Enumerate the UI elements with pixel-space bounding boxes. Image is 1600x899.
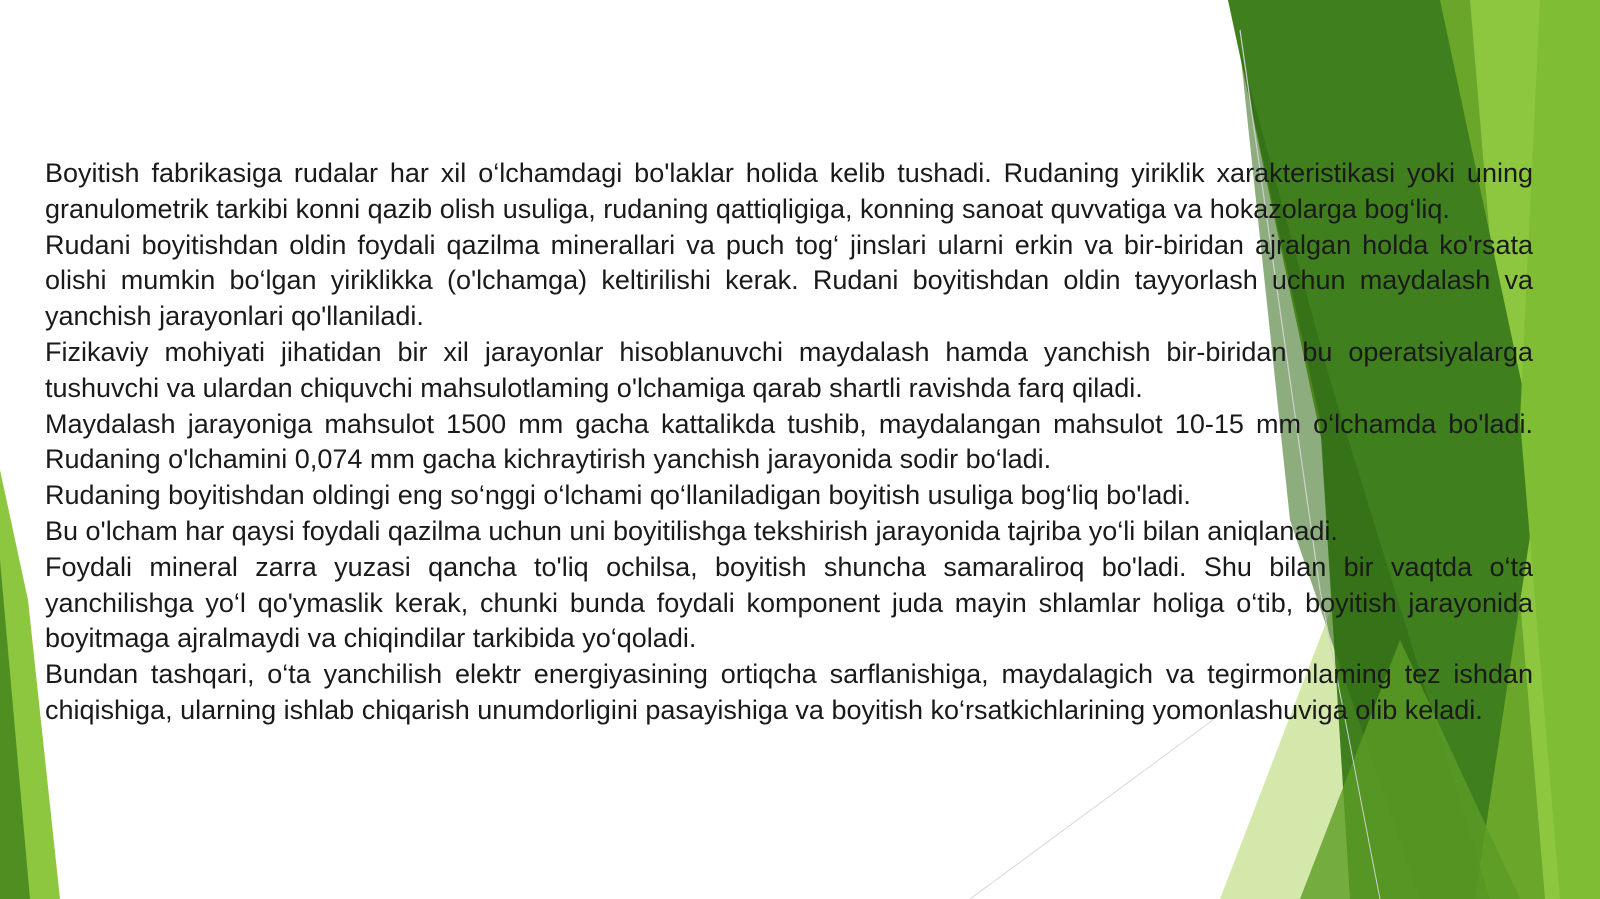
bottom-thin-line	[970, 700, 1240, 899]
paragraph-3: Fizikaviy mohiyati jihatidan bir xil jarayonlar hisoblanuvchi maydalash hamda yanchish bir-biridan bu operatsiyalarga tushuvchi va ulardan chiquvchi mahsulotlaming o'lchamiga qarab shartli ravishda farq qiladi.	[45, 336, 1533, 403]
paragraph-4: Maydalash jarayoniga mahsulot 1500 mm gacha kattalikda tushib, maydalangan mahsulot 10-15 mm o‘lchamda bo'ladi. Rudaning o'lchamini 0,074 mm gacha kichraytirish yanchish jarayonida sodir bo‘ladi.	[45, 408, 1533, 475]
paragraph-8: Bundan tashqari, o‘ta yanchilish elektr energiyasining ortiqcha sarflanishiga, maydalagich va tegirmonlaming tez ishdan chiqishiga, ularning ishlab chiqarish unumdorligini pasayishiga va boyitish ko‘rsatkichlarining yomonlashuviga olib keladi.	[45, 659, 1533, 725]
paragraph-2: Rudani boyitishdan oldin foydali qazilma minerallari va puch tog‘ jinslari ularni erkin va bir-biridan ajralgan holda ko'rsata olishi mumkin bo‘lgan yiriklikka (o'lchamga) keltirilishi kerak. Rudani boyitishdan oldin tayyorlash uchun maydalash va yanchish jarayonlari qo'llaniladi.	[45, 229, 1533, 332]
paragraph-7: Foydali mineral zarra yuzasi qancha to'liq ochilsa, boyitish shuncha samaraliroq bo'ladi. Shu bilan bir vaqtda o‘ta yanchilishga yo‘l qo'ymaslik kerak, chunki bunda foydali komponent juda mayin shlamlar holiga o‘tib, boyitish jarayonida boyitmaga ajralmaydi va chiqindilar tarkibida yo‘qoladi.	[45, 551, 1533, 654]
paragraph-1: Boyitish fabrikasiga rudalar har xil o‘lchamdagi bo'laklar holida kelib tushadi. Rudaning yiriklik xarakteristikasi yoki uning granulometrik tarkibi konni qazib olish usuliga, rudaning qattiqligiga, konning sanoat quvvatiga va hokazolarga bog‘liq.	[45, 158, 1533, 224]
paragraph-6: Bu o'lcham har qaysi foydali qazilma uchun uni boyitilishga tekshirish jarayonida tajriba yo‘li bilan aniqlanadi.	[45, 515, 1338, 546]
paragraph-5: Rudaning boyitishdan oldingi eng so‘nggi o‘lchami qo‘llaniladigan boyitish usuliga bog‘liq bo'ladi.	[45, 480, 1191, 511]
slide-body-text	[45, 156, 1533, 729]
